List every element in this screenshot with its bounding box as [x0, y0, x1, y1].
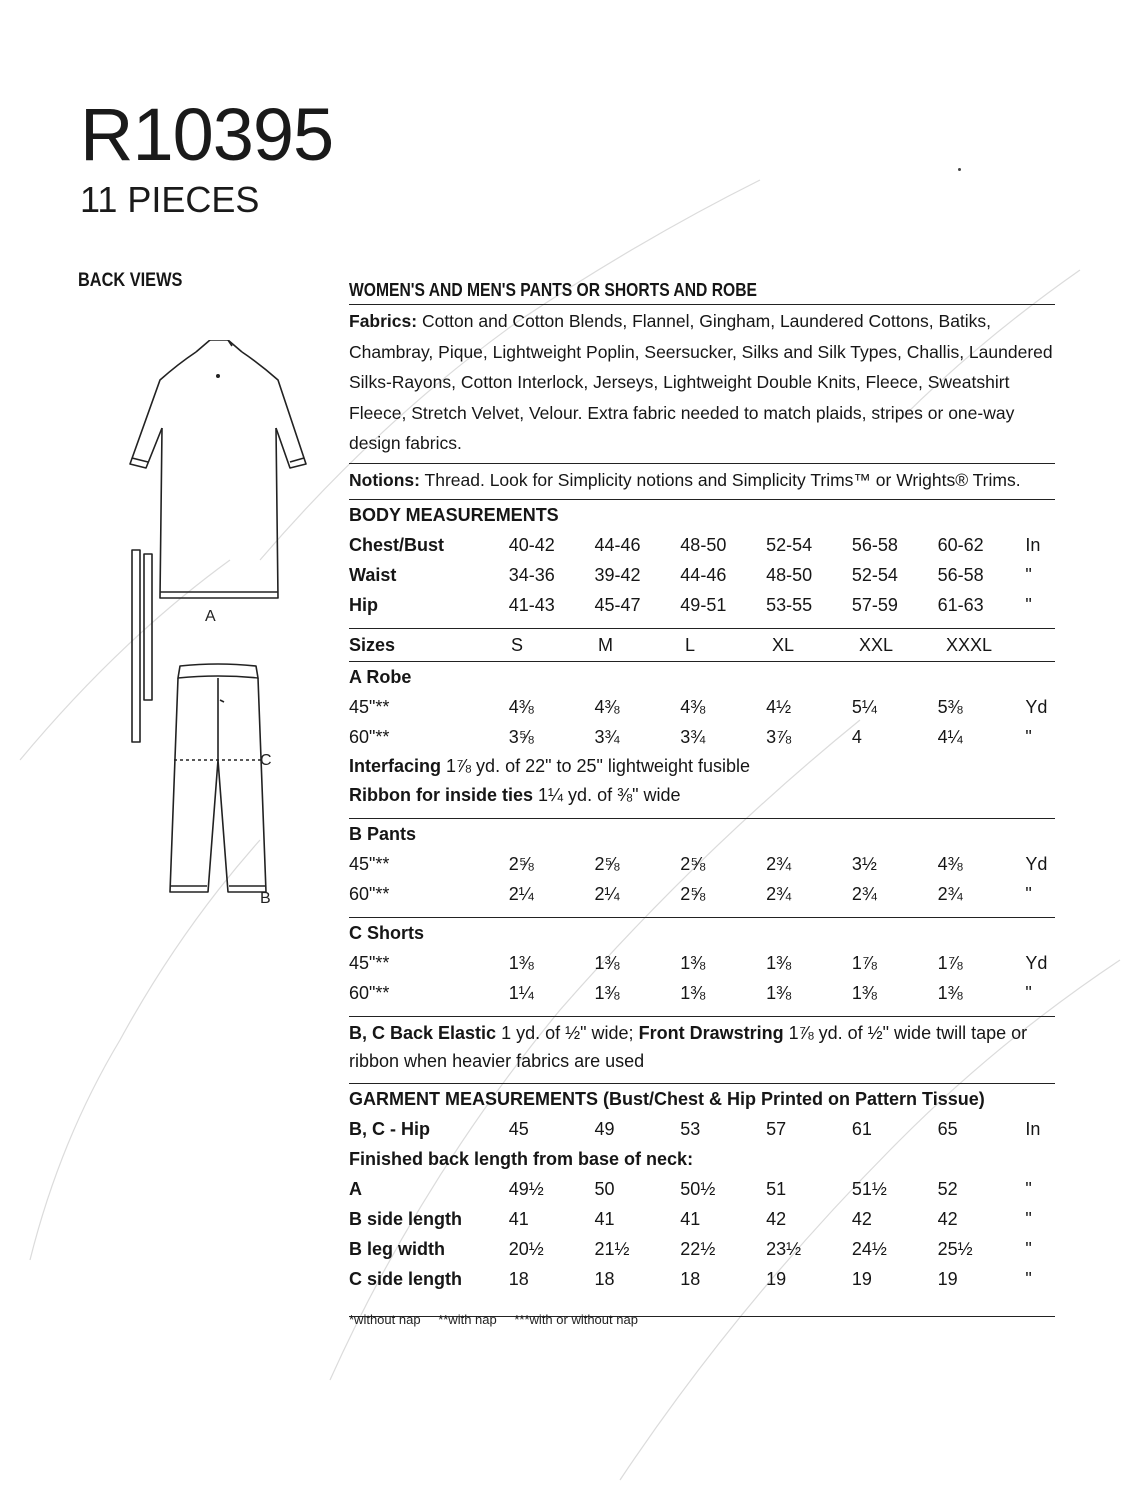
cell: 23½ — [766, 1238, 802, 1259]
cell: 52-54 — [851, 564, 898, 585]
cell: 19 — [937, 1268, 958, 1289]
row-label: Waist — [349, 564, 397, 585]
row-label: A — [349, 1178, 362, 1199]
cell: 1⅜ — [508, 952, 534, 973]
cell: 53-55 — [766, 594, 813, 615]
cell: 3¾ — [594, 726, 620, 747]
cell: 65 — [937, 1118, 958, 1139]
cell: 21½ — [594, 1238, 630, 1259]
shorts-heading: C Shorts — [349, 923, 425, 943]
cell: 3⅝ — [508, 726, 534, 747]
cell: 2¼ — [594, 883, 620, 904]
fabrics-text: Cotton and Cotton Blends, Flannel, Gingham, Laundered Cottons, Batiks, Chambray, Pique, Lightweight Poplin, Seersucker, Silks and Silk Types, Challis, Laundered Silks-Rayons, Cotton Interlock, Jerseys, Lightweight Double Knits, Fleece, Sweatshirt Fleece, Stretch Velvet, Velour. Extra fabric needed to match plaids, stripes or one-way design fabrics. — [349, 311, 1053, 453]
cell: 4⅜ — [508, 696, 534, 717]
cell: 4⅜ — [680, 696, 706, 717]
unit: " — [1025, 1238, 1032, 1259]
cell: 45 — [508, 1118, 529, 1139]
ribbon-label: Ribbon for inside ties — [349, 785, 534, 805]
cell: 4½ — [766, 696, 792, 717]
body-measurements-heading: BODY MEASUREMENTS — [349, 505, 559, 525]
table-row — [349, 692, 1055, 722]
table-row — [349, 978, 1055, 1008]
elastic-label: B, C Back Elastic — [349, 1023, 497, 1043]
cell: 41 — [680, 1208, 701, 1229]
fabrics-label: Fabrics: — [349, 311, 418, 331]
cell: 2¼ — [508, 883, 534, 904]
cell: 1⅞ — [851, 952, 877, 973]
pieces-count: 11 PIECES — [80, 179, 260, 220]
size-l: L — [685, 634, 696, 655]
table-row — [349, 530, 1055, 560]
cell: 5⅜ — [937, 696, 963, 717]
cell: 2⅝ — [680, 853, 706, 874]
cell: 50 — [594, 1178, 615, 1199]
ribbon-text: 1¼ yd. of ⅜" wide — [538, 785, 681, 805]
cell: 1⅜ — [937, 982, 963, 1003]
row-label: Chest/Bust — [349, 534, 445, 555]
row-label: 45"** — [349, 952, 390, 973]
footnote: ***with or without nap — [514, 1312, 638, 1327]
row-label: B leg width — [349, 1238, 445, 1259]
cell: 49 — [594, 1118, 615, 1139]
table-row — [349, 1204, 1055, 1234]
unit: Yd — [1025, 952, 1048, 973]
cell: 3⅞ — [766, 726, 792, 747]
cell: 61 — [851, 1118, 872, 1139]
cell: 56-58 — [937, 564, 984, 585]
cell: 42 — [851, 1208, 872, 1229]
view-label-b: B — [260, 890, 271, 907]
cell: 24½ — [851, 1238, 887, 1259]
unit: " — [1025, 1178, 1032, 1199]
cell: 51 — [766, 1178, 787, 1199]
cell: 1¼ — [508, 982, 534, 1003]
pattern-info — [349, 276, 1055, 1317]
cell: 56-58 — [851, 534, 898, 555]
table-row — [349, 1174, 1055, 1204]
cell: 1⅜ — [766, 952, 792, 973]
table-row — [349, 722, 1055, 752]
cell: 52 — [937, 1178, 958, 1199]
cell: 41-43 — [508, 594, 555, 615]
footnote: *without nap — [349, 1312, 421, 1327]
notions-section — [349, 464, 1055, 500]
row-label: B side length — [349, 1208, 463, 1229]
view-label-c: C — [260, 752, 272, 769]
table-row — [349, 948, 1055, 978]
cell: 22½ — [680, 1238, 716, 1259]
cell: 61-63 — [937, 594, 984, 615]
row-label: 60"** — [349, 726, 390, 747]
view-label-a: A — [205, 608, 216, 625]
row-label: 45"** — [349, 696, 390, 717]
unit: In — [1025, 1118, 1041, 1139]
size-m: M — [598, 634, 613, 655]
cell: 45-47 — [594, 594, 641, 615]
cell: 19 — [851, 1268, 872, 1289]
unit: " — [1025, 594, 1032, 615]
size-s: S — [511, 634, 524, 655]
back-views-heading: BACK VIEWS — [78, 270, 183, 291]
ribbon-line — [349, 781, 1055, 810]
cell: 4⅜ — [594, 696, 620, 717]
table-row — [349, 879, 1055, 909]
unit: Yd — [1025, 853, 1048, 874]
interfacing-line — [349, 752, 1055, 781]
cell: 1⅜ — [594, 952, 620, 973]
unit: " — [1025, 982, 1032, 1003]
row-label: Hip — [349, 594, 378, 615]
garment-measurements-heading: GARMENT MEASUREMENTS (Bust/Chest & Hip Printed on Pattern Tissue) — [349, 1089, 985, 1109]
unit: " — [1025, 1268, 1032, 1289]
cell: 25½ — [937, 1238, 973, 1259]
cell: 1⅜ — [594, 982, 620, 1003]
elastic-section — [349, 1017, 1055, 1079]
cell: 41 — [508, 1208, 529, 1229]
row-label: B, C - Hip — [349, 1118, 430, 1139]
cell: 41 — [594, 1208, 615, 1229]
cell: 1⅜ — [766, 982, 792, 1003]
notions-label: Notions: — [349, 469, 420, 490]
cell: 49½ — [508, 1178, 544, 1199]
cell: 19 — [766, 1268, 787, 1289]
unit: " — [1025, 726, 1032, 747]
drawstring-text: 1⅞ yd. of ½" wide twill tape or ribbon when heavier fabrics are used — [349, 1023, 1028, 1071]
row-label: 60"** — [349, 883, 390, 904]
cell: 18 — [594, 1268, 615, 1289]
speck — [958, 168, 961, 171]
cell: 2¾ — [766, 853, 792, 874]
cell: 52-54 — [766, 534, 813, 555]
unit: In — [1025, 534, 1041, 555]
cell: 2¾ — [937, 883, 963, 904]
cell: 44-46 — [594, 534, 641, 555]
table-row — [349, 1114, 1055, 1144]
cell: 34-36 — [508, 564, 555, 585]
elastic-text: 1 yd. of ½" wide; — [501, 1023, 634, 1043]
cell: 3¾ — [680, 726, 706, 747]
unit: Yd — [1025, 696, 1048, 717]
cell: 4 — [851, 726, 862, 747]
cell: 48-50 — [680, 534, 727, 555]
pattern-title: WOMEN'S AND MEN'S PANTS OR SHORTS AND ROBE — [349, 280, 757, 300]
row-label: 45"** — [349, 853, 390, 874]
cell: 3½ — [851, 853, 877, 874]
cell: 1⅜ — [680, 982, 706, 1003]
robe-heading: A Robe — [349, 667, 412, 687]
cell: 18 — [508, 1268, 529, 1289]
cell: 49-51 — [680, 594, 727, 615]
cell: 1⅜ — [680, 952, 706, 973]
interfacing-label: Interfacing — [349, 756, 442, 776]
cell: 48-50 — [766, 564, 813, 585]
size-xxl: XXL — [859, 634, 894, 655]
footnotes — [349, 1312, 652, 1327]
cell: 44-46 — [680, 564, 727, 585]
cell: 39-42 — [594, 564, 641, 585]
pants-heading: B Pants — [349, 824, 417, 844]
cell: 1⅞ — [937, 952, 963, 973]
table-row — [349, 1234, 1055, 1264]
cell: 4⅜ — [937, 853, 963, 874]
cell: 2⅝ — [594, 853, 620, 874]
cell: 42 — [937, 1208, 958, 1229]
cell: 5¼ — [851, 696, 877, 717]
sizes-row — [349, 629, 1055, 661]
interfacing-text: 1⅞ yd. of 22" to 25" lightweight fusible — [446, 756, 751, 776]
unit: " — [1025, 564, 1032, 585]
size-xxxl: XXXL — [946, 634, 993, 655]
cell: 2¾ — [851, 883, 877, 904]
cell: 53 — [680, 1118, 701, 1139]
footnote: **with nap — [438, 1312, 497, 1327]
cell: 18 — [680, 1268, 701, 1289]
sizes-label: Sizes — [349, 634, 396, 655]
cell: 60-62 — [937, 534, 984, 555]
row-label: C side length — [349, 1268, 463, 1289]
drawstring-label: Front Drawstring — [638, 1023, 784, 1043]
cell: 20½ — [508, 1238, 544, 1259]
back-views-illustration — [118, 340, 318, 910]
unit: " — [1025, 1208, 1032, 1229]
cell: 40-42 — [508, 534, 555, 555]
fabrics-section — [349, 305, 1055, 463]
table-row — [349, 590, 1055, 620]
cell: 42 — [766, 1208, 787, 1229]
table-row — [349, 849, 1055, 879]
cell: 2⅝ — [508, 853, 534, 874]
cell: 4¼ — [937, 726, 963, 747]
table-row — [349, 560, 1055, 590]
table-row — [349, 1264, 1055, 1294]
cell: 57-59 — [851, 594, 898, 615]
unit: " — [1025, 883, 1032, 904]
cell: 1⅜ — [851, 982, 877, 1003]
size-xl: XL — [772, 634, 795, 655]
finished-length-heading: Finished back length from base of neck: — [349, 1149, 694, 1169]
row-label: 60"** — [349, 982, 390, 1003]
cell: 2¾ — [766, 883, 792, 904]
notions-text: Thread. Look for Simplicity notions and Simplicity Trims™ or Wrights® Trims. — [424, 469, 1021, 490]
cell: 50½ — [680, 1178, 716, 1199]
cell: 2⅝ — [680, 883, 706, 904]
cell: 51½ — [851, 1178, 887, 1199]
cell: 57 — [766, 1118, 787, 1139]
pattern-number: R10395 — [80, 93, 334, 176]
